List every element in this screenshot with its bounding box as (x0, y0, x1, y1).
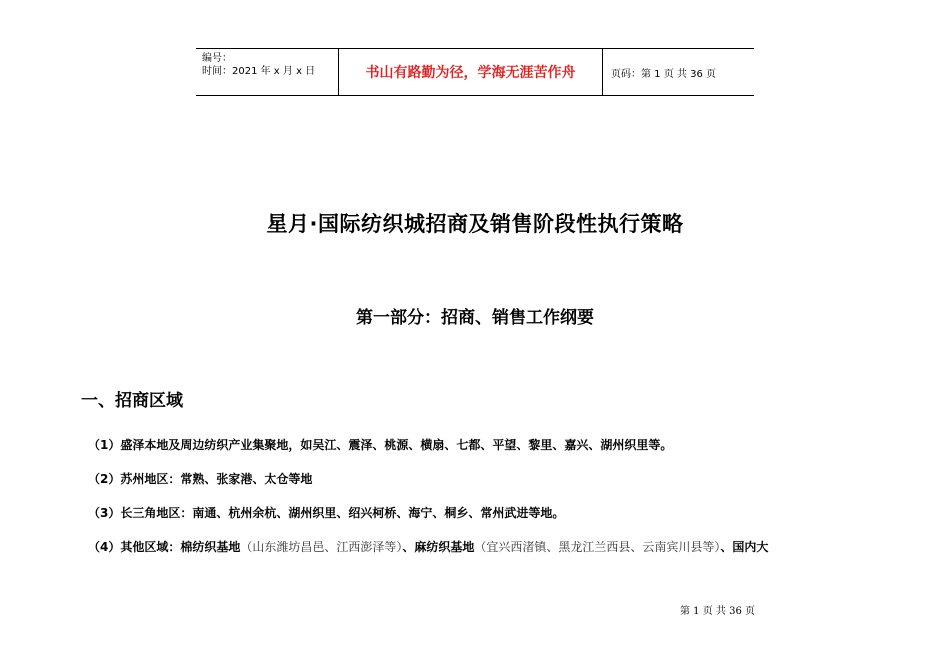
document-number-label: 编号： (202, 53, 232, 64)
paragraph-item-4 (88, 538, 768, 555)
item4-mid: 、麻纺织基地 (402, 540, 475, 554)
paragraph-item-2: （2）苏州地区：常熟、张家港、太仓等地 (88, 472, 313, 486)
page-header (196, 48, 754, 96)
paragraph-item-3: （3）长三角地区：南通、杭州余杭、湖州织里、绍兴柯桥、海宁、桐乡、常州武进等地。 (88, 506, 565, 520)
document-title: 星月·国际纺织城招商及销售阶段性执行策略 (266, 212, 684, 236)
page-footer: 第 1 页 共 36 页 (680, 606, 755, 617)
item4-paren1: （山东潍坊昌邑、江西澎泽等） (240, 540, 403, 554)
document-date: 时间：2021 年 x 月 x 日 (202, 66, 316, 77)
item4-paren2: （宜兴西渚镇、黑龙江兰西县、云南宾川县等） (474, 540, 721, 554)
paragraph-item-1: （1）盛泽本地及周边纺织产业集聚地，如吴江、震泽、桃源、横扇、七都、平望、黎里、嘉兴、湖州织里等。 (88, 438, 673, 452)
part-title: 第一部分：招商、销售工作纲要 (356, 308, 594, 328)
header-motto: 书山有路勤为径，学海无涯苦作舟 (339, 49, 603, 95)
section-heading: 一、招商区域 (81, 391, 183, 411)
item4-tail: 、国内大 (720, 540, 769, 554)
header-meta (196, 49, 339, 95)
header-page-code: 页码：第 1 页 共 36 页 (611, 68, 716, 80)
item4-lead: （4）其他区域：棉纺织基地 (88, 540, 241, 554)
